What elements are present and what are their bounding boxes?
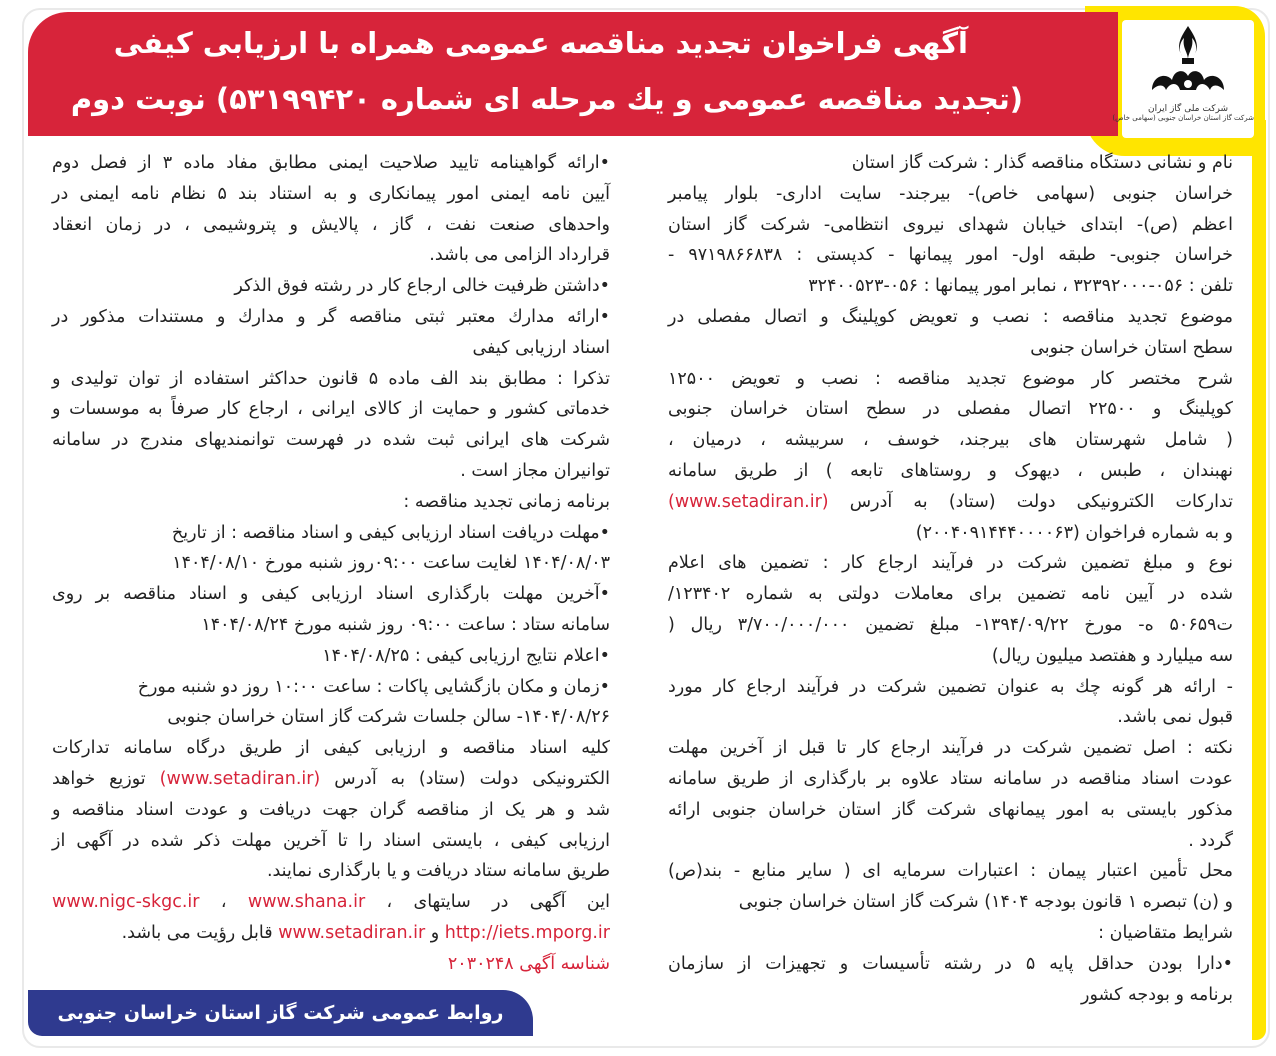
text-line: واحدهای صنعت نفت ، گاز ، پالایش و پتروشیمی ، در زمان انعقاد bbox=[52, 214, 610, 235]
text-line: تدارکات الکترونیکی دولت (ستاد) به آدرس (www.setadiran.ir) bbox=[668, 491, 1233, 512]
text-line: برنامه و بودجه کشور bbox=[1081, 984, 1233, 1005]
text-line: •ارائه گواهینامه تایید صلاحیت ایمنی مطابق مفاد ماده ۳ از فصل دوم bbox=[52, 153, 610, 173]
text-line: نوع و مبلغ تضمین شرکت در فرآیند ارجاع کار : تضمین های اعلام bbox=[668, 553, 1233, 574]
right-column bbox=[668, 148, 1233, 1010]
left-column bbox=[52, 148, 610, 980]
website-link[interactable]: http://iets.mporg.ir bbox=[444, 922, 610, 943]
text-line: شد و هر یک از مناقصه گران جهت دریافت و عودت اسناد مناقصه و bbox=[52, 799, 610, 820]
text-line: قرارداد الزامی می باشد. bbox=[429, 245, 610, 266]
text-line: و (ن) تبصره ۱ قانون بودجه ۱۴۰۴) شرکت گاز استان خراسان جنوبی bbox=[738, 892, 1233, 913]
text-line: اسناد ارزیابی کیفی bbox=[472, 337, 610, 358]
text-line: کوپلینگ و ۲۲۵۰۰ اتصال مفصلی در سطح استان خراسان جنوبی bbox=[668, 399, 1233, 420]
text-line: تذکرا : مطابق بند الف ماده ۵ قانون حداکثر استفاده از توان تولیدی و bbox=[52, 368, 610, 389]
text-line: سه میلیارد و هفتصد میلیون ریال) bbox=[991, 645, 1233, 666]
text-line: ۱۴۰۴/۰۸/۲۶- سالن جلسات شرکت گاز استان خراسان جنوبی bbox=[167, 707, 610, 728]
text-line: مذکور بایستی به امور پیمانهای شرکت گاز استان خراسان جنوبی ارائه bbox=[668, 799, 1233, 820]
text-line: محل تأمین اعتبار پیمان : اعتبارات سرمایه ای ( سایر منابع - بند(ص) bbox=[668, 861, 1233, 882]
text-line: ت۵۰۶۵۹ ه- مورخ ۱۳۹۴/۰۹/۲۲- مبلغ تضمین ۳/۷۰۰/۰۰۰/۰۰۰ ریال ( bbox=[668, 614, 1233, 635]
text-line: شناسه آگهی ۲۰۳۰۲۴۸ bbox=[447, 953, 610, 974]
text-line: ( شامل شهرستان های بیرجند، خوسف ، سربیشه ، درمیان ، bbox=[668, 430, 1233, 451]
yellow-side-accent bbox=[1252, 120, 1266, 1040]
text-line: شده در آیین نامه تضمین برای معاملات دولتی به شماره ۱۲۳۴۰۲/ bbox=[668, 584, 1233, 605]
text-line: موضوع تجدید مناقصه : نصب و تعویض کوپلینگ و اتصال مفصلی در bbox=[668, 306, 1233, 327]
text-line: •اعلام نتایج ارزیابی کیفی : ۱۴۰۴/۰۸/۲۵ bbox=[322, 645, 610, 666]
text-line: کلیه اسناد مناقصه و ارزیابی کیفی از طریق درگاه سامانه تدارکات bbox=[52, 738, 610, 759]
text-line: گردد . bbox=[1188, 830, 1233, 851]
text-line: آیین نامه ایمنی امور پیمانکاری و به استناد بند ۵ نظام نامه ایمنی در bbox=[52, 183, 610, 204]
text-line: برنامه زمانی تجدید مناقصه : bbox=[403, 491, 610, 512]
website-link[interactable]: www.setadiran.ir bbox=[278, 922, 426, 943]
text-line: شرایط متقاضیان : bbox=[1098, 922, 1233, 943]
title-line-2: (تجدید مناقصه عمومی و یك مرحله ای شماره ۵۳۱۹۹۴۲۰) نوبت دوم bbox=[70, 82, 1023, 116]
title-banner bbox=[28, 12, 1118, 136]
gas-flame-logo-icon bbox=[1122, 20, 1254, 100]
footer-label: روابط عمومی شرکت گاز استان خراسان جنوبی bbox=[57, 1002, 504, 1024]
text-line: خراسان جنوبی (سهامی خاص)- بیرجند- سایت اداری- بلوار پیامبر bbox=[668, 183, 1233, 204]
text-line: شرکت های ایرانی ثبت شده در فهرست توانمندیهای مندرج در سامانه bbox=[52, 430, 610, 451]
text-line: http://iets.mporg.ir و www.setadiran.ir قابل رؤیت می باشد. bbox=[121, 922, 610, 943]
text-line: قبول نمی باشد. bbox=[1117, 707, 1233, 728]
text-line: خراسان جنوبی- طبقه اول- امور پیمانها - کدپستی : ۹۷۱۹۸۶۶۸۳۸ - bbox=[668, 245, 1233, 266]
text-line: و به شماره فراخوان (۲۰۰۴۰۹۱۴۴۴۰۰۰۰۶۳) bbox=[915, 522, 1233, 543]
logo-caption-1: شرکت ملی گاز ایران bbox=[1148, 104, 1228, 114]
text-line: تلفن : ۰۵۶-۳۲۳۹۲۰۰۰ ، نمابر امور پیمانها : ۰۵۶-۳۲۴۰۰۵۲۳ bbox=[808, 276, 1233, 297]
website-link[interactable]: (www.setadiran.ir) bbox=[159, 768, 321, 789]
text-line: - ارائه هر گونه چك به عنوان تضمین شرکت در فرآیند ارجاع کار مورد bbox=[668, 676, 1233, 697]
text-line: توانیران مجاز است . bbox=[460, 460, 610, 481]
text-line: عودت اسناد مناقصه در سامانه ستاد علاوه بر بارگذاری از طریق سامانه bbox=[668, 768, 1233, 789]
website-link[interactable]: www.shana.ir bbox=[247, 892, 366, 913]
text-line: •مهلت دریافت اسناد ارزیابی کیفی و اسناد مناقصه : از تاریخ bbox=[171, 522, 610, 543]
text-line: اعظم (ص)- ابتدای خیابان شهدای نیروی انتظامی- شرکت گاز استان bbox=[668, 214, 1233, 235]
title-line-1: آگهی فراخوان تجدید مناقصه عمومی همراه با ارزیابی کیفی bbox=[113, 26, 968, 60]
text-line: ارزیابی کیفی ، بایستی اسناد را تا آخرین مهلت ذکر شده در آگهی از bbox=[52, 830, 610, 851]
text-line: شرح مختصر کار موضوع تجدید مناقصه : نصب و تعویض ۱۲۵۰۰ bbox=[668, 368, 1233, 389]
text-line: •آخرین مهلت بارگذاری اسناد ارزیابی کیفی و اسناد مناقصه بر روی bbox=[52, 584, 610, 605]
text-line: نام و نشانی دستگاه مناقصه گذار : شرکت گاز استان bbox=[851, 153, 1233, 173]
text-line: سطح استان خراسان جنوبی bbox=[1030, 337, 1233, 358]
text-line: •ارائه مدارك معتبر ثبتی مناقصه گر و مدارك و مستندات مذکور در bbox=[52, 306, 610, 327]
website-link[interactable]: (www.setadiran.ir) bbox=[668, 491, 829, 512]
text-line: •دارا بودن حداقل پایه ۵ در رشته تأسیسات و تجهیزات از سازمان bbox=[668, 953, 1233, 974]
text-line: سامانه ستاد : ساعت ۰۹:۰۰ روز شنبه مورخ ۱۴۰۴/۰۸/۲۴ bbox=[201, 614, 610, 635]
footer-bar bbox=[28, 990, 533, 1036]
text-line: نهبندان ، طبس ، دیهوک و روستاهای تابعه ) از طریق سامانه bbox=[668, 460, 1233, 481]
logo-caption-2: شرکت گاز استان خراسان جنوبی (سهامی خاص) bbox=[1112, 114, 1254, 122]
text-line: این آگهی در سایتهای ، www.shana.ir ، www.nigc-skgc.ir bbox=[52, 892, 610, 913]
text-line: الکترونیکی دولت (ستاد) به آدرس (www.setadiran.ir) توزیع خواهد bbox=[52, 768, 610, 789]
text-line: ۱۴۰۴/۰۸/۰۳ لغایت ساعت ۰۹:۰۰روز شنبه مورخ ۱۴۰۴/۰۸/۱۰ bbox=[172, 553, 610, 574]
text-line: •داشتن ظرفیت خالی ارجاع کار در رشته فوق الذکر bbox=[234, 276, 610, 297]
text-line: نکته : اصل تضمین شرکت در فرآیند ارجاع کار تا قبل از آخرین مهلت bbox=[668, 738, 1233, 759]
company-logo bbox=[1112, 20, 1254, 138]
text-line: خدماتی کشور و حمایت از کالای ایرانی ، ارجاع کار صرفاً به موسسات و bbox=[52, 399, 610, 420]
text-line: طریق سامانه ستاد دریافت و یا بارگذاری نمایند. bbox=[266, 861, 610, 882]
text-line: •زمان و مکان بازگشایی پاکات : ساعت ۱۰:۰۰ روز دو شنبه مورخ bbox=[137, 676, 610, 697]
website-link[interactable]: www.nigc-skgc.ir bbox=[52, 892, 200, 913]
